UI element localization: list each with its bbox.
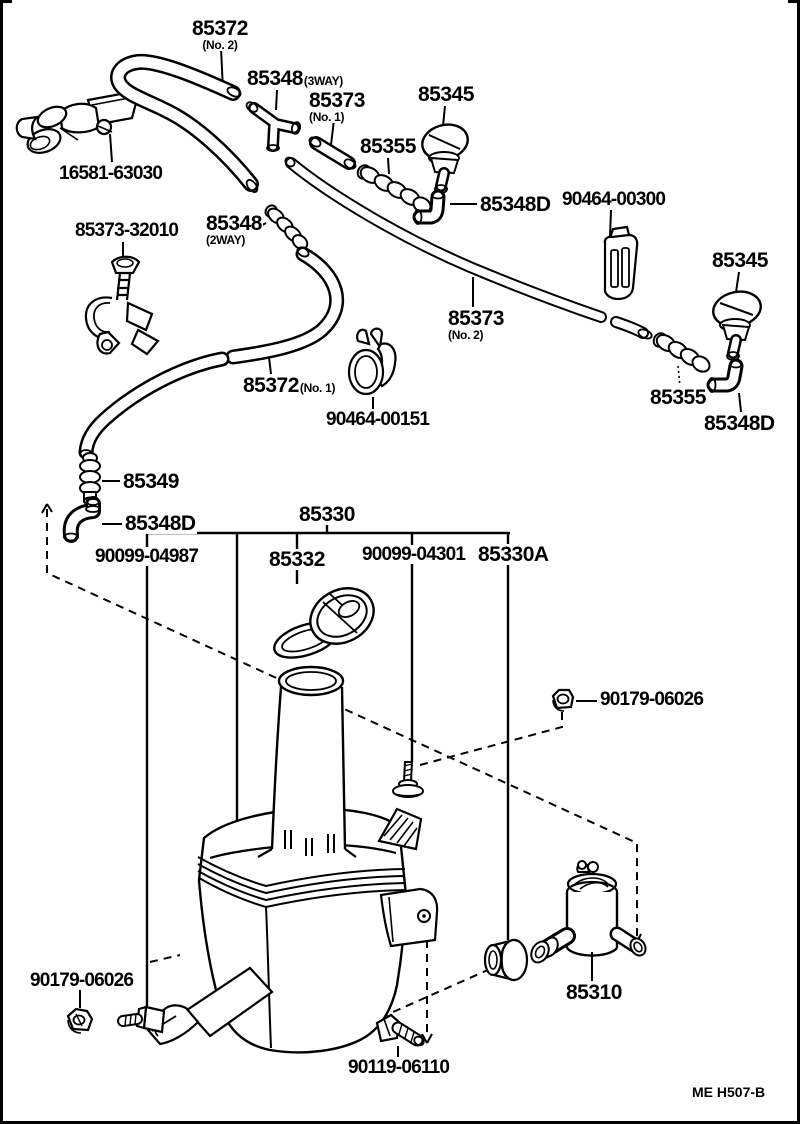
- clip-90464-00300-drawing: [605, 227, 637, 299]
- part-label-85345-right: 85345: [712, 249, 768, 272]
- part-label-85332: 85332: [269, 548, 325, 571]
- screw-90099-04301-drawing: [393, 762, 423, 797]
- part-label-85373-no2: 85373 (No. 2): [448, 307, 504, 342]
- washer-nozzle-85345-right-drawing: [710, 287, 764, 360]
- three-way-joint-85348-drawing: [245, 100, 302, 151]
- part-label-85348-2way: 85348 (2WAY): [206, 212, 262, 247]
- part-label-90119-06110: 90119-06110: [348, 1057, 450, 1078]
- nut-90179-06026-left-drawing: [68, 1009, 92, 1033]
- part-label-16581-63030: 16581-63030: [59, 163, 163, 184]
- part-label-90099-04987: 90099-04987: [95, 546, 199, 567]
- filler-cap-85332-drawing: [270, 578, 383, 665]
- part-label-85330a: 85330A: [478, 543, 549, 566]
- washer-pump-85310-drawing: [528, 861, 649, 965]
- part-label-90464-00151: 90464-00151: [326, 409, 430, 430]
- clamp-85373-32010-drawing: [86, 257, 158, 354]
- clamp-90464-00151-drawing: [349, 329, 395, 394]
- figure-code: ME H507-B: [692, 1084, 766, 1100]
- elbow-85348d-right-drawing: [709, 361, 743, 393]
- part-label-85330: 85330: [299, 503, 355, 526]
- part-label-85345-top: 85345: [418, 83, 474, 106]
- filler-neck-drawing: [258, 667, 356, 857]
- washer-nozzle-16581-drawing: [17, 93, 136, 157]
- bolt-90119-06110-drawing: [377, 1015, 425, 1047]
- part-label-90099-04301: 90099-04301: [362, 544, 466, 565]
- part-label-85348d-bottom-left: 85348D: [125, 512, 196, 535]
- part-label-90179-06026-right: 90179-06026: [600, 689, 704, 710]
- part-label-90179-06026-left: 90179-06026: [30, 970, 134, 991]
- part-label-85373-no1: 85373 (No. 1): [309, 89, 365, 124]
- part-label-85355-right: 85355: [650, 386, 706, 409]
- part-label-85310: 85310: [566, 981, 622, 1004]
- part-label-85372-no1: 85372(No. 1): [243, 374, 336, 397]
- part-label-85348d-top: 85348D: [480, 193, 551, 216]
- grommet-drawing: [485, 940, 527, 980]
- part-label-85372-no2: 85372 (No. 2): [192, 17, 248, 52]
- part-label-85349: 85349: [123, 470, 179, 493]
- part-label-85348d-right: 85348D: [704, 412, 775, 435]
- elbow-85348d-bottom-left-drawing: [64, 499, 100, 541]
- part-label-85373-32010: 85373-32010: [75, 220, 179, 241]
- part-label-85348-3way: 85348(3WAY): [247, 67, 344, 90]
- washer-nozzle-85345-top-drawing: [419, 120, 472, 193]
- bolt-90099-04987-drawing: [123, 1007, 164, 1032]
- nut-90179-06026-right-drawing: [553, 690, 573, 711]
- part-label-90464-00300: 90464-00300: [562, 189, 666, 210]
- hose-joint-85355-right-drawing: [651, 331, 712, 375]
- part-label-85355-left: 85355: [360, 135, 416, 158]
- two-way-joint-85348-drawing: [263, 203, 310, 252]
